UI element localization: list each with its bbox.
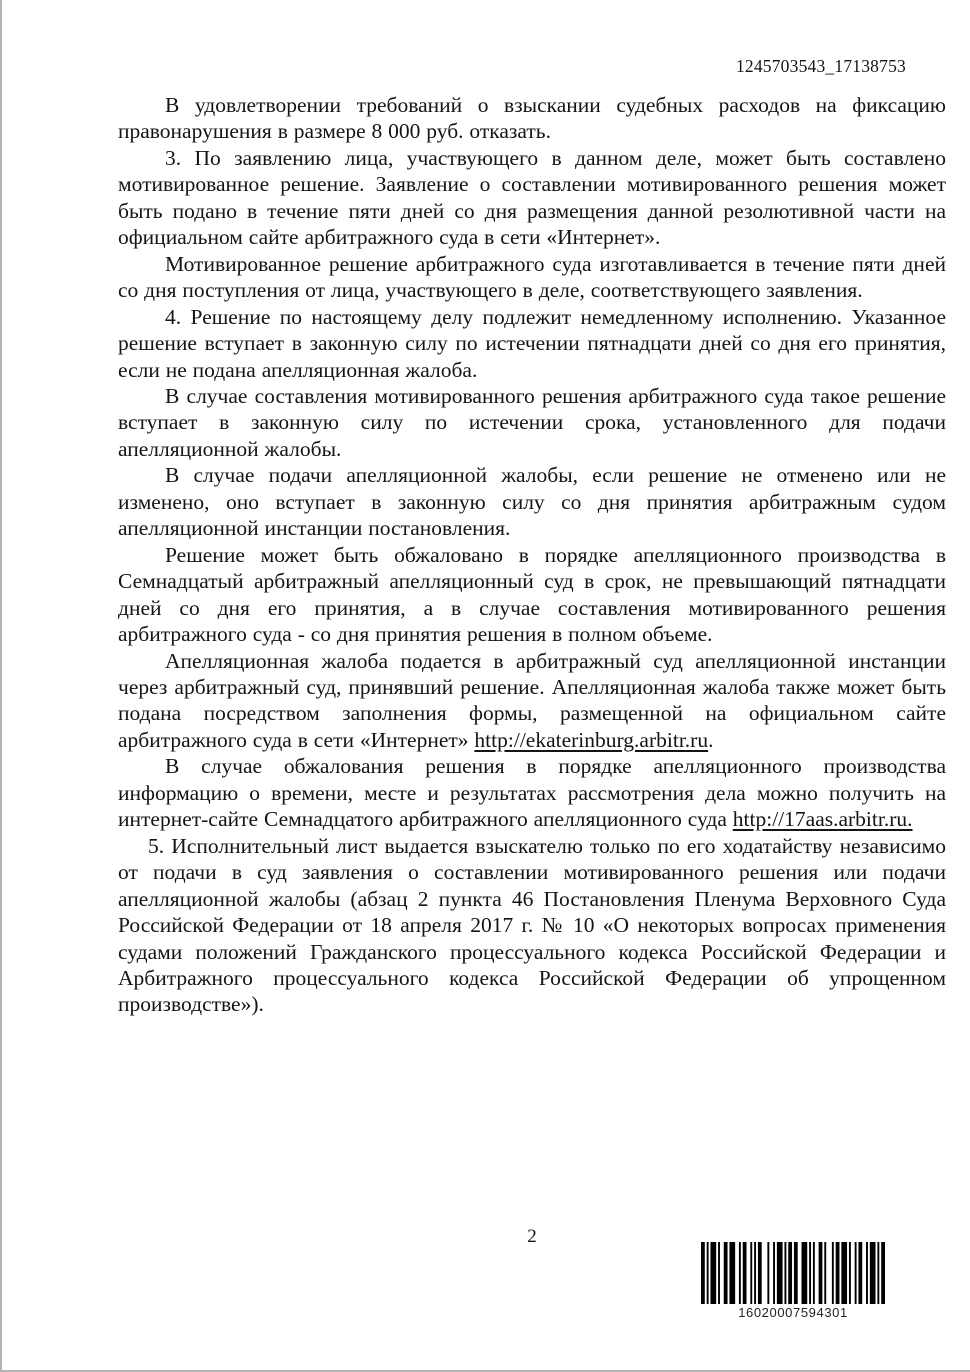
page-number: 2 — [527, 1226, 537, 1247]
paragraph: В случае обжалования решения в порядке апелляционного производства информацию о времени, месте и результатах рассмотрения дела можно получить на интернет-сайте Семнадцатого арбитражного апелляционного суда http://17aas.arbitr.ru. — [118, 754, 946, 832]
paragraph: В случае подачи апелляционной жалобы, если решение не отменено или не изменено, оно вступает в законную силу со дня принятия арбитражным судом апелляционной инстанции постановления. — [118, 463, 946, 541]
url-underlined-text: http://ekaterinburg.arbitr.ru — [474, 727, 709, 752]
document-body — [118, 92, 946, 1018]
url-underlined-text: http://17aas.arbitr.ru. — [732, 807, 913, 832]
barcode-bars-image — [701, 1242, 885, 1304]
paragraph: 4. Решение по настоящему делу подлежит немедленному исполнению. Указанное решение вступает в законную силу по истечении пятнадцати дней со дня его принятия, если не подана апелляционная жалоба. — [118, 304, 946, 382]
barcode — [701, 1242, 885, 1320]
paragraph: В удовлетворении требований о взыскании судебных расходов на фиксацию правонарушения в размере 8 000 руб. отказать. — [118, 93, 946, 144]
paragraph: Апелляционная жалоба подается в арбитражный суд апелляционной инстанции через арбитражный суд, принявший решение. Апелляционная жалоба также может быть подана посредством заполнения формы, размещенной на официальном сайте арбитражного суда в сети «Интернет» http://ekaterinburg.arbitr.ru. — [118, 648, 946, 752]
paragraph: 5. Исполнительный лист выдается взыскателю только по его ходатайству независимо от подачи в суд заявления о составлении мотивированного решения или подачи апелляционной жалобы (абзац 2 пункта 46 Постановления Пленума Верховного Суда Российской Федерации от 18 апреля 2017 г. № 10 «О некоторых вопросах применения судами положений Гражданского процессуального кодекса Российской Федерации и Арбитражного процессуального кодекса Российской Федерации об упрощенном производстве»). — [118, 833, 946, 1017]
document-id-header: 1245703543_17138753 — [735, 56, 906, 76]
paragraph: В случае составления мотивированного решения арбитражного суда такое решение вступает в законную силу по истечении срока, установленного для подачи апелляционной жалобы. — [118, 383, 946, 461]
paragraph: Решение может быть обжаловано в порядке апелляционного производства в Семнадцатый арбитражный апелляционный суд в срок, не превышающий пятнадцати дней со дня его принятия, а в случае составления мотивированного решения арбитражного суда - со дня принятия решения в полном объеме. — [118, 542, 946, 647]
barcode-number: 16020007594301 — [738, 1305, 848, 1320]
paragraph: Мотивированное решение арбитражного суда изготавливается в течение пяти дней со дня поступления от лица, участвующего в деле, соответствующего заявления. — [118, 251, 946, 303]
paragraph: 3. По заявлению лица, участвующего в данном деле, может быть составлено мотивированное решение. Заявление о составлении мотивированного решения может быть подано в течение пяти дней со дня размещения данной резолютивной части на официальном сайте арбитражного суда в сети «Интернет». — [118, 145, 946, 250]
